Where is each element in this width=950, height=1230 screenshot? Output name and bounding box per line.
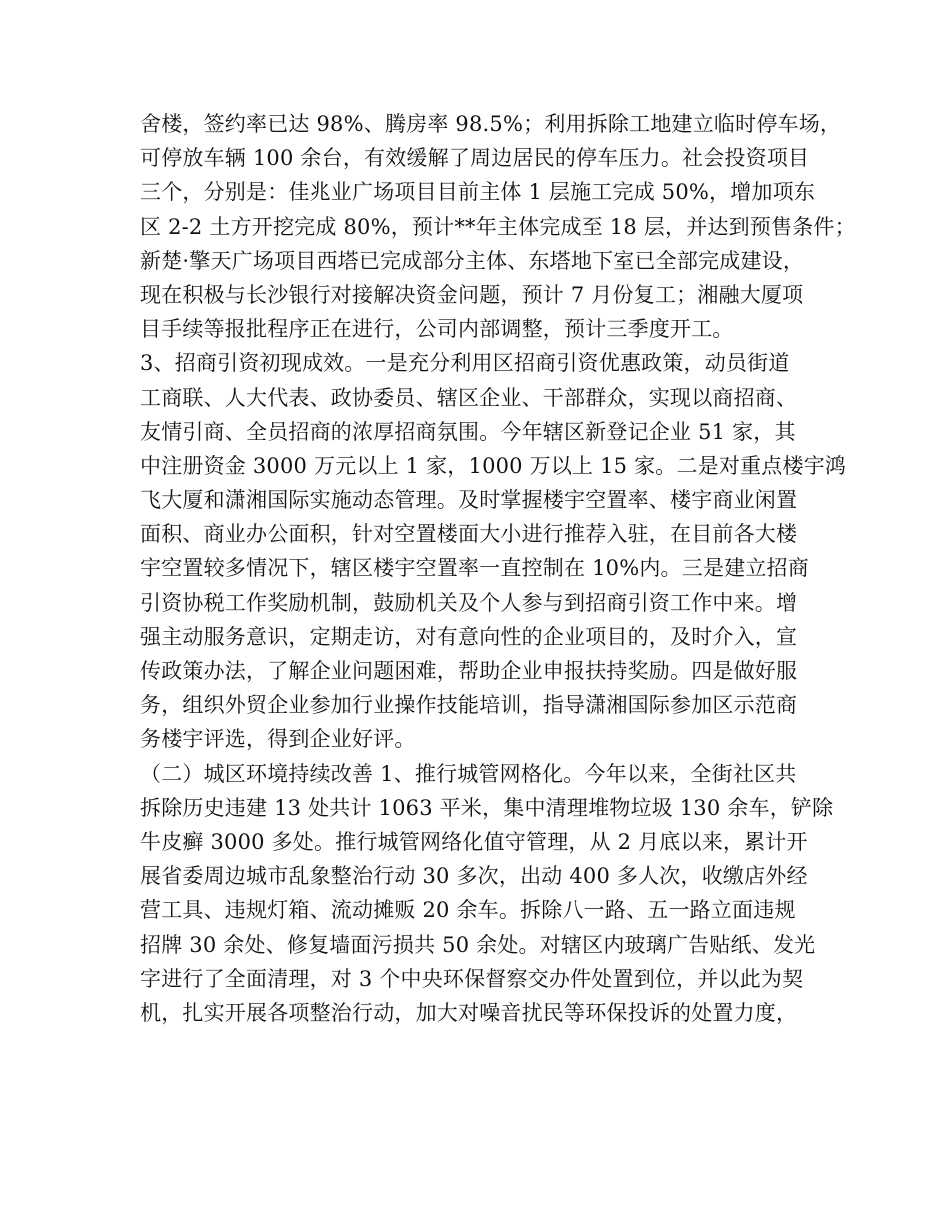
text-line: 区 2-2 土方开挖完成 80%，预计**年主体完成至 18 层，并达到预售条件； xyxy=(140,214,856,239)
text-line: 三个，分别是：佳兆业广场项目目前主体 1 层施工完成 50%，增加项东 xyxy=(140,180,816,205)
text-line: 字进行了全面清理，对 3 个中央环保督察交办件处置到位，并以此为契 xyxy=(140,966,804,991)
text-line: 营工具、违规灯箱、流动摊贩 20 余车。拆除八一路、五一路立面违规 xyxy=(140,898,796,923)
text-line: 3、招商引资初现成效。一是充分利用区招商引资优惠政策，动员街道 xyxy=(140,351,790,376)
text-line: 可停放车辆 100 余台，有效缓解了周边居民的停车压力。社会投资项目 xyxy=(140,146,810,171)
text-line: 招牌 30 余处、修复墙面污损共 50 余处。对辖区内玻璃广告贴纸、发光 xyxy=(140,932,816,957)
text-line: 现在积极与长沙银行对接解决资金问题，预计 7 月份复工；湘融大厦项 xyxy=(140,282,804,307)
text-line: 传政策办法，了解企业问题困难，帮助企业申报扶持奖励。四是做好服 xyxy=(140,659,798,683)
text-line: 强主动服务意识，定期走访，对有意向性的企业项目的，及时介入，宣 xyxy=(140,624,798,649)
text-line: 务楼宇评选，得到企业好评。 xyxy=(140,727,416,752)
text-line: 拆除历史违建 13 处共计 1063 平米，集中清理堆物垃圾 130 余车，铲除 xyxy=(140,795,834,820)
text-line: 新楚·擎天广场项目西塔已完成部分主体、东塔地下室已全部完成建设， xyxy=(140,248,805,273)
text-line: （二）城区环境持续改善 1、推行城管网格化。今年以来，全街社区共 xyxy=(140,761,797,786)
text-line: 面积、商业办公面积，针对空置楼面大小进行推荐入驻，在目前各大楼 xyxy=(140,522,798,547)
text-line: 机，扎实开展各项整治行动，加大对噪音扰民等环保投诉的处置力度， xyxy=(140,1000,798,1025)
text-line: 宇空置较多情况下，辖区楼宇空置率一直控制在 10%内。三是建立招商 xyxy=(140,556,809,581)
text-line: 中注册资金 3000 万元以上 1 家，1000 万以上 15 家。二是对重点楼宇鸿 xyxy=(140,453,847,478)
text-line: 友情引商、全员招商的浓厚招商氛围。今年辖区新登记企业 51 家，其 xyxy=(140,419,796,444)
text-line: 舍楼，签约率已达 98%、腾房率 98.5%；利用拆除工地建立临时停车场， xyxy=(140,112,842,136)
document-body xyxy=(140,107,856,1030)
text-line: 工商联、人大代表、政协委员、辖区企业、干部群众，实现以商招商、 xyxy=(140,385,798,410)
text-line: 飞大厦和潇湘国际实施动态管理。及时掌握楼宇空置率、楼宇商业闲置 xyxy=(140,488,798,513)
text-line: 目手续等报批程序正在进行，公司内部调整，预计三季度开工。 xyxy=(140,317,734,342)
text-line: 引资协税工作奖励机制，鼓励机关及个人参与到招商引资工作中来。增 xyxy=(140,590,798,615)
text-line: 务，组织外贸企业参加行业操作技能培训，指导潇湘国际参加区示范商 xyxy=(140,693,798,718)
text-line: 牛皮癣 3000 多处。推行城管网络化值守管理，从 2 月底以来，累计开 xyxy=(140,829,808,854)
text-line: 展省委周边城市乱象整治行动 30 多次，出动 400 多人次，收缴店外经 xyxy=(140,864,808,889)
